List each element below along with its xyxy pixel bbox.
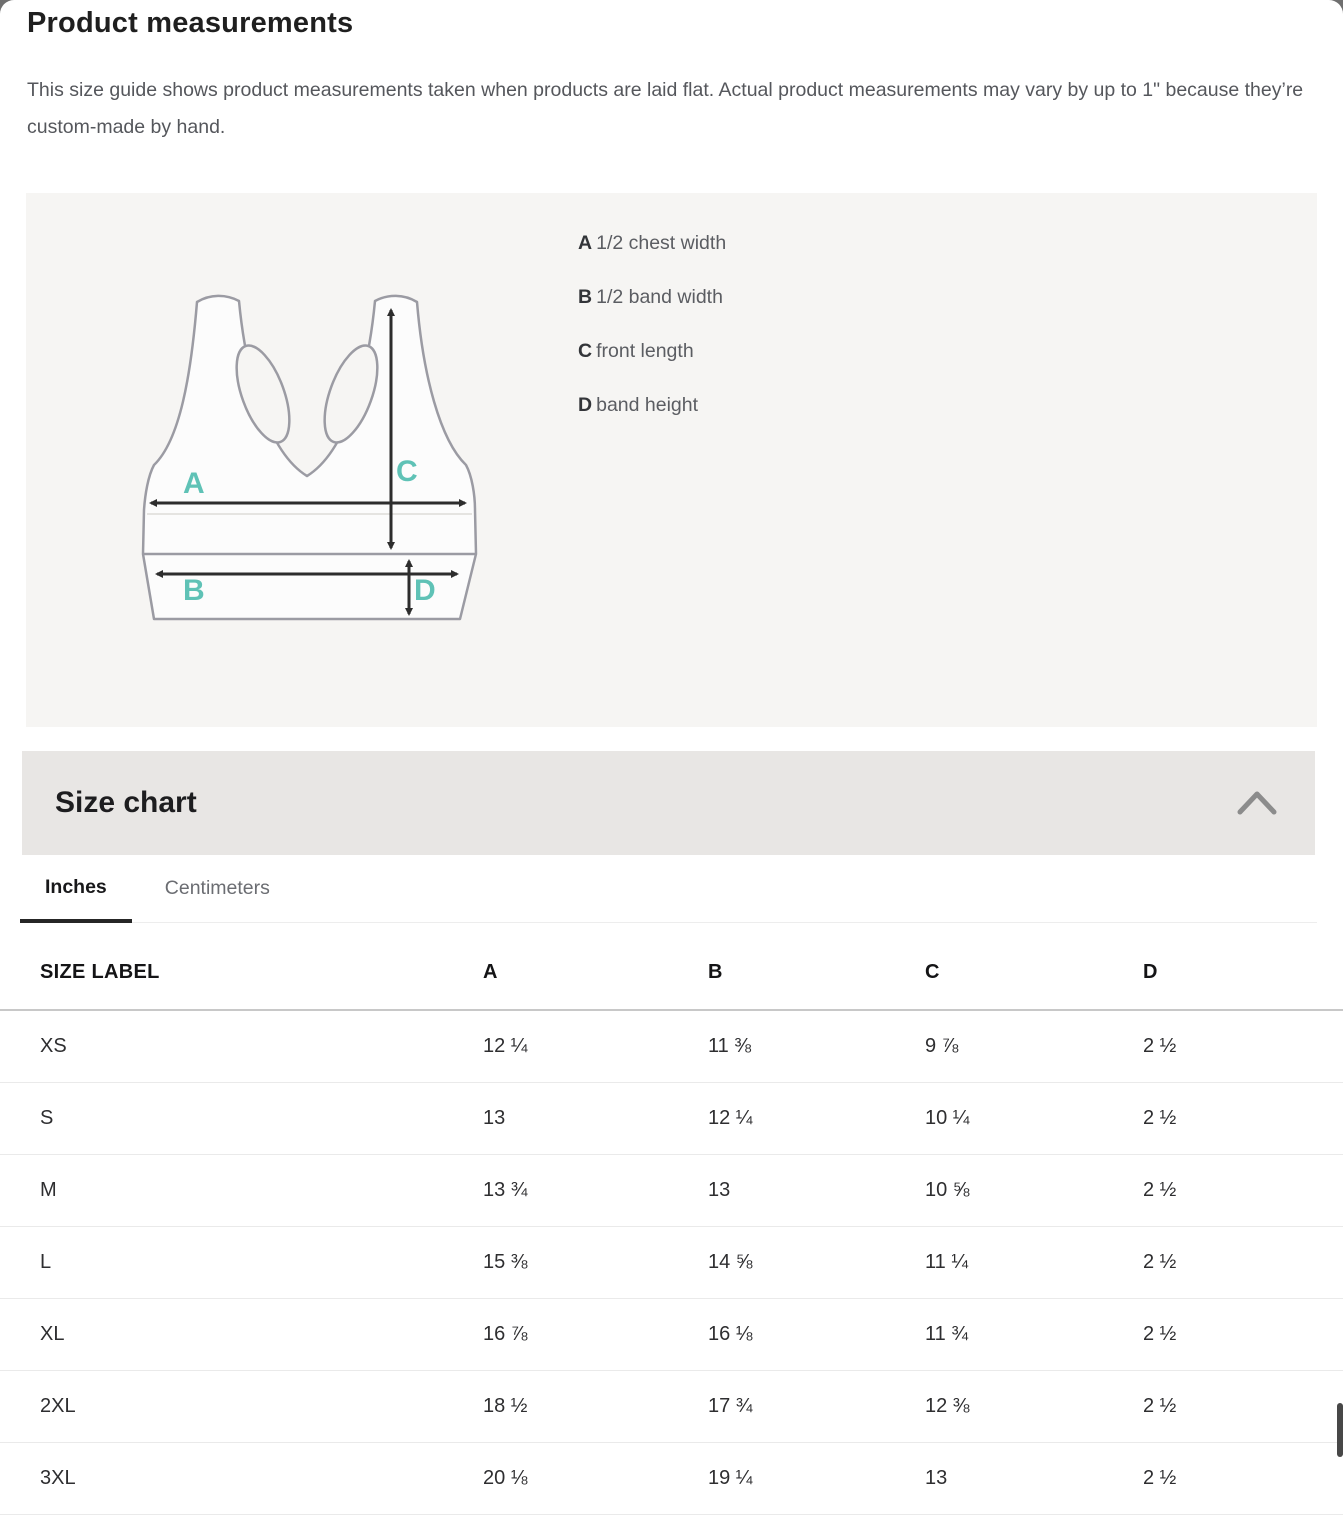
size-chart-collapse-button[interactable] bbox=[1229, 781, 1285, 825]
chevron-up-icon bbox=[1234, 790, 1280, 816]
value-c: 10 ¼ bbox=[925, 1107, 970, 1129]
legend-key-a: A bbox=[578, 232, 593, 254]
value-c: 10 ⅝ bbox=[925, 1179, 970, 1201]
marker-d: D bbox=[414, 574, 436, 607]
legend-label-b: 1/2 band width bbox=[596, 286, 723, 308]
value-a: 20 ⅛ bbox=[483, 1467, 528, 1489]
value-d: 2 ½ bbox=[1143, 1251, 1177, 1273]
legend-label-d: band height bbox=[596, 394, 699, 416]
page-description: This size guide shows product measurements taken when products are laid flat. Actual product measurements may vary by up to 1" because they’re custom-made by hand. bbox=[27, 79, 1304, 138]
table-row bbox=[0, 1227, 1343, 1299]
value-a: 13 ¾ bbox=[483, 1179, 528, 1201]
value-b: 17 ¾ bbox=[708, 1395, 753, 1417]
value-d: 2 ½ bbox=[1143, 1323, 1177, 1345]
page-title: Product measurements bbox=[27, 7, 354, 39]
value-d: 2 ½ bbox=[1143, 1107, 1177, 1129]
size-label: 3XL bbox=[40, 1467, 76, 1489]
value-b: 16 ⅛ bbox=[708, 1323, 753, 1345]
value-b: 19 ¼ bbox=[708, 1467, 753, 1489]
value-c: 13 bbox=[925, 1467, 948, 1489]
legend-key-c: C bbox=[578, 340, 593, 362]
size-label: 2XL bbox=[40, 1395, 76, 1417]
col-c: C bbox=[925, 960, 940, 983]
marker-c: C bbox=[396, 455, 418, 488]
value-a: 15 ⅜ bbox=[483, 1251, 528, 1273]
legend-key-b: B bbox=[578, 286, 593, 308]
size-label: XL bbox=[40, 1323, 65, 1345]
value-b: 11 ⅜ bbox=[708, 1035, 751, 1057]
legend-item-a bbox=[578, 232, 726, 254]
bra-diagram bbox=[130, 290, 490, 630]
value-d: 2 ½ bbox=[1143, 1035, 1177, 1057]
legend-item-b bbox=[578, 286, 726, 308]
value-b: 12 ¼ bbox=[708, 1107, 753, 1129]
table-header-row bbox=[0, 935, 1343, 1011]
size-label: S bbox=[40, 1107, 54, 1129]
marker-b: B bbox=[183, 574, 205, 607]
measurement-diagram-panel bbox=[26, 193, 1317, 727]
marker-a: A bbox=[183, 467, 205, 500]
unit-tabs bbox=[20, 855, 1317, 923]
value-d: 2 ½ bbox=[1143, 1395, 1177, 1417]
legend-item-c bbox=[578, 340, 726, 362]
value-c: 9 ⅞ bbox=[925, 1035, 959, 1057]
scrollbar-thumb[interactable] bbox=[1337, 1403, 1343, 1457]
size-chart-title: Size chart bbox=[55, 786, 197, 819]
value-a: 13 bbox=[483, 1107, 506, 1129]
value-a: 12 ¼ bbox=[483, 1035, 528, 1057]
value-b: 14 ⅝ bbox=[708, 1251, 753, 1273]
value-c: 11 ¼ bbox=[925, 1251, 968, 1273]
value-a: 16 ⅞ bbox=[483, 1323, 528, 1345]
table-row bbox=[0, 1443, 1343, 1515]
col-b: B bbox=[708, 960, 723, 983]
value-d: 2 ½ bbox=[1143, 1467, 1177, 1489]
legend-key-d: D bbox=[578, 394, 593, 416]
table-row bbox=[0, 1083, 1343, 1155]
legend-item-d bbox=[578, 394, 726, 416]
value-d: 2 ½ bbox=[1143, 1179, 1177, 1201]
col-d: D bbox=[1143, 960, 1158, 983]
col-size-label: SIZE LABEL bbox=[40, 960, 160, 983]
bra-outline bbox=[143, 296, 476, 619]
size-chart-table bbox=[0, 935, 1343, 1515]
legend-label-a: 1/2 chest width bbox=[596, 232, 727, 254]
col-a: A bbox=[483, 960, 498, 983]
table-row bbox=[0, 1371, 1343, 1443]
tab-inches[interactable]: Inches bbox=[20, 855, 132, 923]
measurement-legend bbox=[578, 232, 726, 448]
value-c: 11 ¾ bbox=[925, 1323, 968, 1345]
value-b: 13 bbox=[708, 1179, 731, 1201]
size-label: L bbox=[40, 1251, 52, 1273]
value-c: 12 ⅜ bbox=[925, 1395, 970, 1417]
size-chart-section-header[interactable] bbox=[22, 751, 1315, 855]
size-label: M bbox=[40, 1179, 57, 1201]
legend-label-c: front length bbox=[596, 340, 694, 362]
size-label: XS bbox=[40, 1035, 67, 1057]
table-row bbox=[0, 1299, 1343, 1371]
tab-centimeters[interactable]: Centimeters bbox=[164, 877, 270, 899]
table-row bbox=[0, 1155, 1343, 1227]
value-a: 18 ½ bbox=[483, 1395, 528, 1417]
table-row bbox=[0, 1011, 1343, 1083]
